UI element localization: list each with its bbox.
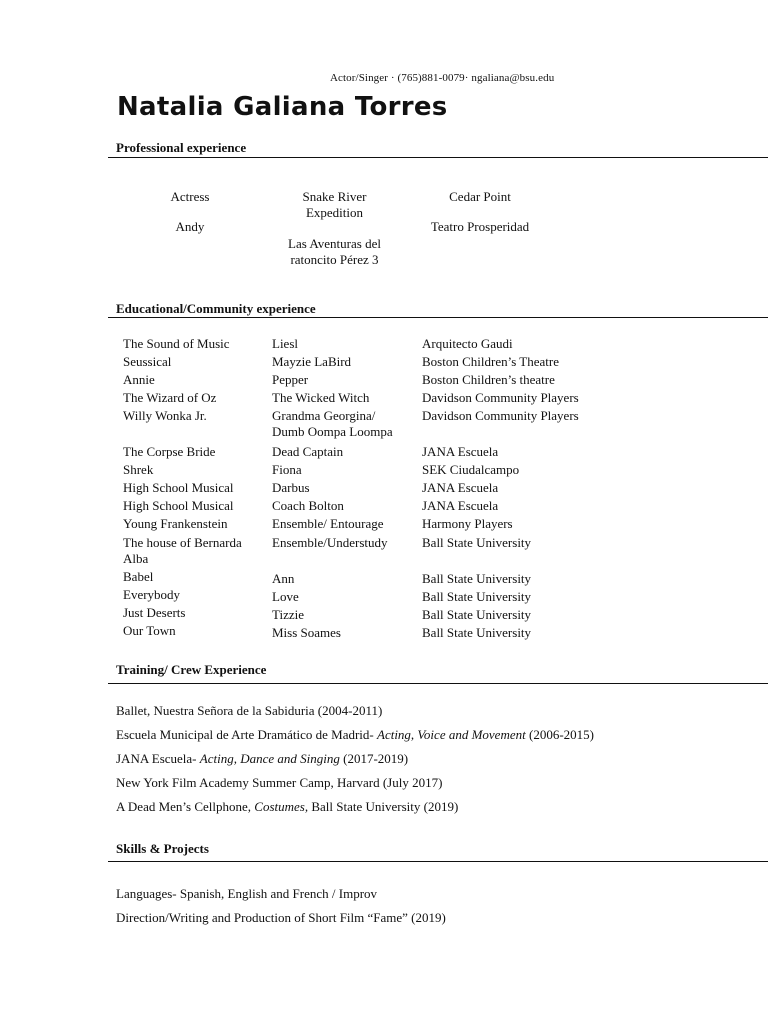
training-line bbox=[116, 703, 382, 719]
educational-venue: Harmony Players bbox=[422, 516, 513, 531]
educational-role: Tizzie bbox=[272, 607, 305, 622]
training-text: Ball State University (2019) bbox=[308, 799, 459, 814]
skills-heading: Skills & Projects bbox=[116, 841, 209, 856]
educational-show: Shrek bbox=[123, 462, 154, 477]
training-line bbox=[116, 799, 458, 815]
educational-role: Ensemble/ Entourage bbox=[272, 516, 384, 531]
educational-show: The Sound of Music bbox=[123, 336, 230, 351]
educational-heading: Educational/Community experience bbox=[116, 301, 316, 316]
educational-venue: Boston Children’s Theatre bbox=[422, 354, 559, 369]
educational-role: Coach Bolton bbox=[272, 498, 344, 513]
educational-venue: Ball State University bbox=[422, 535, 532, 550]
educational-show: Young Frankenstein bbox=[123, 516, 228, 531]
educational-role: Pepper bbox=[272, 372, 309, 387]
educational-venue: Arquitecto Gaudi bbox=[422, 336, 513, 351]
educational-role: Darbus bbox=[272, 480, 310, 495]
training-rule bbox=[108, 683, 768, 684]
professional-production: Snake River Expedition bbox=[302, 189, 367, 220]
educational-venue: JANA Escuela bbox=[422, 480, 499, 495]
professional-venue: Cedar Point bbox=[449, 189, 511, 204]
educational-show: Our Town bbox=[123, 623, 176, 638]
educational-show: The house of Bernarda Alba bbox=[123, 535, 242, 566]
educational-venue: Davidson Community Players bbox=[422, 408, 579, 423]
educational-show: Babel bbox=[123, 569, 154, 584]
educational-show: Willy Wonka Jr. bbox=[123, 408, 207, 423]
educational-venue: JANA Escuela bbox=[422, 498, 499, 513]
training-text: Ballet, Nuestra Señora de la Sabiduria (2004-2011) bbox=[116, 703, 383, 718]
educational-venue: Ball State University bbox=[422, 607, 532, 622]
professional-venue: Teatro Prosperidad bbox=[430, 219, 530, 234]
educational-show: Just Deserts bbox=[123, 605, 186, 620]
educational-role: Miss Soames bbox=[272, 625, 341, 640]
educational-show: The Corpse Bride bbox=[123, 444, 216, 459]
professional-heading: Professional experience bbox=[116, 140, 247, 155]
educational-venue: Boston Children’s theatre bbox=[422, 372, 555, 387]
educational-show: Annie bbox=[123, 372, 155, 387]
training-text: A Dead Men’s Cellphone, bbox=[116, 799, 255, 814]
training-line bbox=[116, 727, 594, 743]
educational-venue: Davidson Community Players bbox=[422, 390, 579, 405]
training-emphasis: Costumes, bbox=[254, 799, 309, 814]
educational-role: The Wicked Witch bbox=[272, 390, 370, 405]
professional-production: Las Aventuras del ratoncito Pérez 3 bbox=[288, 236, 381, 267]
professional-role: Andy bbox=[175, 219, 205, 234]
educational-role: Mayzie LaBird bbox=[272, 354, 352, 369]
educational-venue: Ball State University bbox=[422, 625, 532, 640]
training-line bbox=[116, 775, 442, 791]
educational-show: Seussical bbox=[123, 354, 172, 369]
training-line bbox=[116, 751, 408, 767]
skills-line: Direction/Writing and Production of Short Film “Fame” (2019) bbox=[116, 910, 446, 925]
training-text: (2017-2019) bbox=[339, 751, 409, 766]
educational-show: Everybody bbox=[123, 587, 181, 602]
training-text: JANA Escuela- bbox=[116, 751, 200, 766]
skills-line: Languages- Spanish, English and French / Improv bbox=[116, 886, 378, 901]
educational-role: Dead Captain bbox=[272, 444, 344, 459]
educational-role: Liesl bbox=[272, 336, 298, 351]
educational-show: High School Musical bbox=[123, 498, 234, 513]
training-text: New York Film Academy Summer Camp, Harvard (July 2017) bbox=[116, 775, 443, 790]
educational-role: Love bbox=[272, 589, 299, 604]
educational-show: High School Musical bbox=[123, 480, 234, 495]
educational-venue: Ball State University bbox=[422, 589, 532, 604]
training-text: (2006-2015) bbox=[525, 727, 594, 742]
educational-role: Ann bbox=[272, 571, 295, 586]
contact-line: Actor/Singer · (765)881-0079· ngaliana@bsu.edu bbox=[330, 72, 555, 84]
training-emphasis: Acting, Dance and Singing bbox=[199, 751, 340, 766]
educational-venue: SEK Ciudalcampo bbox=[422, 462, 520, 477]
professional-role: Actress bbox=[170, 189, 210, 204]
candidate-name: Natalia Galiana Torres bbox=[117, 92, 448, 122]
educational-rule bbox=[108, 317, 768, 318]
educational-venue: JANA Escuela bbox=[422, 444, 499, 459]
educational-venue: Ball State University bbox=[422, 571, 532, 586]
skills-rule bbox=[108, 861, 768, 862]
training-text: Escuela Municipal de Arte Dramático de Madrid- bbox=[116, 727, 377, 742]
training-emphasis: Acting, Voice and Movement bbox=[377, 727, 526, 742]
educational-role: Grandma Georgina/ Dumb Oompa Loompa bbox=[272, 408, 393, 439]
educational-role: Ensemble/Understudy bbox=[272, 535, 388, 550]
training-heading: Training/ Crew Experience bbox=[116, 662, 267, 677]
educational-role: Fiona bbox=[272, 462, 302, 477]
educational-show: The Wizard of Oz bbox=[123, 390, 217, 405]
professional-rule bbox=[108, 157, 768, 158]
